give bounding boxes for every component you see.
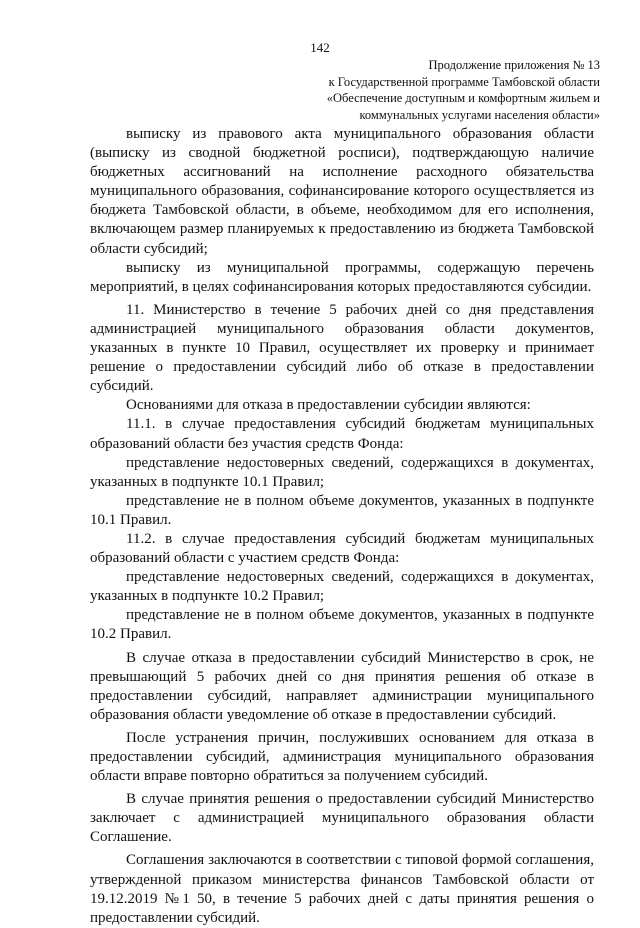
paragraph: представление недостоверных сведений, содержащихся в документах, указанных в подпункте 10.1 Правил; — [90, 454, 594, 490]
paragraph: 11.2. в случае предоставления субсидий бюджетам муниципальных образований области с участием средств Фонда: — [90, 530, 594, 567]
paragraph: Соглашения заключаются в соответствии с типовой формой соглашения, утвержденной приказом министерства финансов Тамбовской области от 19.12.2019 №1 50, в течение 5 рабочих дней с даты принятия решения о предоставлении субсидий. — [90, 852, 594, 926]
paragraph: 11.1. в случае предоставления субсидий бюджетам муниципальных образований области без участия средств Фонда: — [90, 416, 594, 452]
paragraph: представление не в полном объеме документов, указанных в подпункте 10.2 Правил. — [90, 607, 594, 643]
page-number: 142 — [310, 40, 330, 55]
paragraph: представление недостоверных сведений, содержащихся в документах, указанных в подпункте 10.2 Правил; — [90, 569, 594, 605]
paragraph: В случае принятия решения о предоставлении субсидий Министерство заключает с администрацией муниципального образования области Соглашение. — [90, 791, 594, 846]
header-line: «Обеспечение доступным и комфортным жильем и — [326, 91, 600, 105]
header-line: коммунальных услугами населения области» — [359, 107, 600, 122]
paragraph: Основаниями для отказа в предоставлении субсидии являются: — [126, 397, 531, 414]
paragraph: 11. Министерство в течение 5 рабочих дней со дня представления администрацией муниципального образования области документов, указанных в пункте 10 Правил, осуществляет их проверку и принимает решение о предоставлении субсидий либо об отказе в предоставлении субсидий. — [90, 301, 594, 395]
header-line: Продолжение приложения № 13 — [428, 58, 600, 72]
paragraph: выписку из правового акта муниципального образования области (выписку из сводной бюджетной росписи), подтверждающую наличие бюджетных ассигнований на исполнение расходного обязательства муниципального образования, софинансирование которого осуществляется из бюджета Тамбовской области, в объеме, необходимом для его исполнения, включающем размер планируемых к предоставлению из бюджета Тамбовской области субсидий; — [90, 126, 594, 257]
paragraph: В случае отказа в предоставлении субсидий Министерство в срок, не превышающий 5 рабочих дней со дня принятия решения об отказе в предоставлении субсидий, направляет администрации муниципального образования области уведомление об отказе в предоставлении субсидий. — [90, 649, 594, 723]
paragraph: После устранения причин, послуживших основанием для отказа в предоставлении субсидий, администрация муниципального образования области вправе повторно обратиться за получением субсидий. — [90, 729, 594, 785]
document-body — [90, 125, 594, 928]
appendix-header — [255, 57, 600, 123]
header-line: к Государственной программе Тамбовской области — [328, 74, 600, 89]
paragraph: выписку из муниципальной программы, содержащую перечень мероприятий, в целях софинансирования которых предоставляются субсидии. — [90, 259, 594, 295]
paragraph: представление не в полном объеме документов, указанных в подпункте 10.1 Правил. — [90, 492, 594, 528]
